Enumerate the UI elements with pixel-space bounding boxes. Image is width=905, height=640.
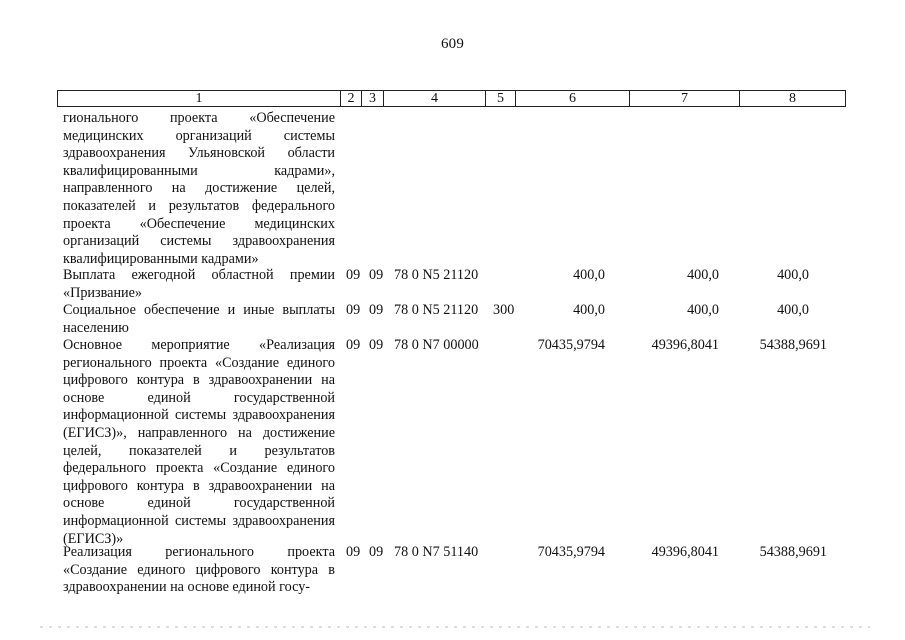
header-col-6: 6 xyxy=(516,91,630,106)
row-4-col-8: 54388,9691 xyxy=(759,544,827,560)
row-4-col-6: 70435,9794 xyxy=(537,544,605,560)
row-4-col-4: 78 0 N7 51140 xyxy=(394,544,479,560)
row-1-name: Выплата ежегодной областной премии «Призвание» xyxy=(63,267,335,301)
row-2-name: Социальное обеспечение и иные выплаты населению xyxy=(63,302,335,336)
table-header xyxy=(57,90,846,107)
row-1-col-6: 400,0 xyxy=(573,267,605,283)
row-4-col-3: 09 xyxy=(369,544,384,560)
scan-edge-noise xyxy=(40,626,870,628)
header-col-4: 4 xyxy=(384,91,486,106)
row-2-col-8: 400,0 xyxy=(777,302,809,318)
row-1-col-4: 78 0 N5 21120 xyxy=(394,267,479,283)
page-number: 609 xyxy=(440,36,465,52)
header-col-1: 1 xyxy=(58,91,341,106)
row-2-col-2: 09 xyxy=(346,302,361,318)
header-col-2: 2 xyxy=(341,91,362,106)
row-3-col-7: 49396,8041 xyxy=(651,337,719,353)
row-4-name: Реализация регионального проекта «Создание единого цифрового контура в здравоохранении на основе единой госу- xyxy=(63,544,335,596)
row-4-col-2: 09 xyxy=(346,544,361,560)
header-col-5: 5 xyxy=(486,91,516,106)
row-3-col-4: 78 0 N7 00000 xyxy=(394,337,479,353)
continuation-text: гионального проекта «Обеспечение медицинских организаций системы здравоохранения Ульяновской области квалифицированными кадрами», направленного на достижение целей, показателей и результатов федерального проекта «Обеспечение медицинских организаций системы здравоохранения квалифицированными кадрами» xyxy=(63,110,335,267)
row-3-name: Основное мероприятие «Реализация регионального проекта «Создание единого цифрового контура в здравоохранении на основе единой государственной информационной системы здравоохранения (ЕГИСЗ)», направленного на достижение целей, показателей и результатов федерального проекта «Создание единого цифрового контура в здравоохранении на основе единой государственной информационной системы здравоохранения (ЕГИСЗ)» xyxy=(63,337,335,547)
header-col-7: 7 xyxy=(630,91,740,106)
row-3-col-3: 09 xyxy=(369,337,384,353)
row-1-col-8: 400,0 xyxy=(777,267,809,283)
row-3-col-2: 09 xyxy=(346,337,361,353)
row-2-col-3: 09 xyxy=(369,302,384,318)
row-4-col-7: 49396,8041 xyxy=(651,544,719,560)
row-3-col-8: 54388,9691 xyxy=(759,337,827,353)
row-1-col-7: 400,0 xyxy=(687,267,719,283)
row-2-col-5: 300 xyxy=(493,302,515,318)
row-2-col-7: 400,0 xyxy=(687,302,719,318)
row-2-col-6: 400,0 xyxy=(573,302,605,318)
header-col-8: 8 xyxy=(789,91,796,106)
row-1-col-3: 09 xyxy=(369,267,384,283)
row-1-col-2: 09 xyxy=(346,267,361,283)
row-3-col-6: 70435,9794 xyxy=(537,337,605,353)
row-2-col-4: 78 0 N5 21120 xyxy=(394,302,479,318)
header-col-3: 3 xyxy=(362,91,384,106)
